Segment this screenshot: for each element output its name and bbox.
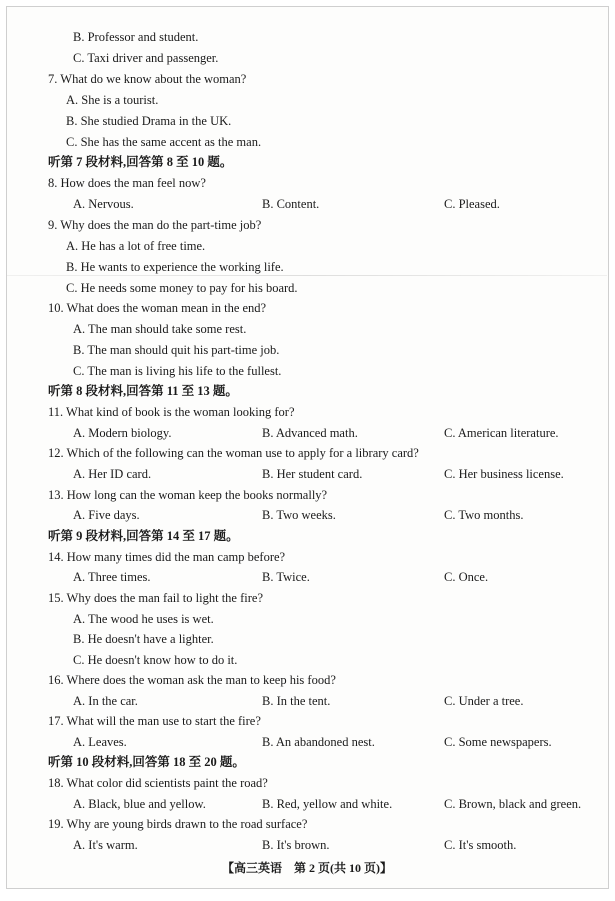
question-13: 13. How long can the woman keep the books normally?	[48, 488, 328, 502]
question-15: 15. Why does the man fail to light the fire?	[48, 591, 263, 605]
option-b: B. Two weeks.	[262, 508, 336, 522]
option-a: A. Leaves.	[73, 735, 127, 749]
option-row	[7, 425, 607, 441]
paper-crease	[7, 275, 607, 276]
exam-page	[6, 6, 609, 889]
option-line: C. The man is living his life to the fullest.	[73, 364, 282, 378]
question-17: 17. What will the man use to start the fire?	[48, 714, 261, 728]
option-b: B. Red, yellow and white.	[262, 797, 393, 811]
option-line: C. He needs some money to pay for his board.	[66, 281, 298, 295]
option-line: A. The wood he uses is wet.	[73, 612, 214, 626]
option-a: A. Her ID card.	[73, 467, 152, 481]
section-heading: 听第 9 段材料,回答第 14 至 17 题。	[48, 529, 239, 543]
option-a: A. Nervous.	[73, 197, 134, 211]
option-a: A. Modern biology.	[73, 426, 172, 440]
question-7: 7. What do we know about the woman?	[48, 72, 247, 86]
option-b: B. Content.	[262, 197, 320, 211]
option-a: A. Five days.	[73, 508, 140, 522]
option-b: B. Twice.	[262, 570, 310, 584]
section-heading: 听第 8 段材料,回答第 11 至 13 题。	[48, 384, 238, 398]
section-heading: 听第 10 段材料,回答第 18 至 20 题。	[48, 755, 245, 769]
option-line: A. She is a tourist.	[66, 93, 159, 107]
option-a: A. Black, blue and yellow.	[73, 797, 206, 811]
option-b: B. It's brown.	[262, 838, 330, 852]
question-10: 10. What does the woman mean in the end?	[48, 301, 267, 315]
option-a: A. Three times.	[73, 570, 151, 584]
option-a: A. It's warm.	[73, 838, 138, 852]
option-b: B. In the tent.	[262, 694, 331, 708]
question-8: 8. How does the man feel now?	[48, 176, 206, 190]
page-footer: 【高三英语 第 2 页(共 10 页)】	[222, 861, 392, 875]
option-line: B. Professor and student.	[73, 30, 199, 44]
option-a: A. In the car.	[73, 694, 138, 708]
option-row	[7, 466, 607, 482]
option-c: C. Some newspapers.	[444, 735, 552, 749]
option-line: B. The man should quit his part-time job.	[73, 343, 280, 357]
option-line: B. He wants to experience the working life.	[66, 260, 284, 274]
option-c: C. Brown, black and green.	[444, 797, 582, 811]
option-row	[7, 734, 607, 750]
option-line: B. He doesn't have a lighter.	[73, 632, 214, 646]
option-line: A. He has a lot of free time.	[66, 239, 206, 253]
option-row	[7, 837, 607, 853]
question-12: 12. Which of the following can the woman use to apply for a library card?	[48, 446, 419, 460]
question-9: 9. Why does the man do the part-time job?	[48, 218, 262, 232]
option-line: C. She has the same accent as the man.	[66, 135, 262, 149]
option-b: B. An abandoned nest.	[262, 735, 375, 749]
option-row	[7, 196, 607, 212]
option-line: A. The man should take some rest.	[73, 322, 247, 336]
option-c: C. Two months.	[444, 508, 524, 522]
option-row	[7, 507, 607, 523]
option-line: B. She studied Drama in the UK.	[66, 114, 232, 128]
section-heading: 听第 7 段材料,回答第 8 至 10 题。	[48, 155, 233, 169]
question-14: 14. How many times did the man camp before?	[48, 550, 286, 564]
option-c: C. Her business license.	[444, 467, 564, 481]
option-line: C. Taxi driver and passenger.	[73, 51, 219, 65]
question-16: 16. Where does the woman ask the man to keep his food?	[48, 673, 336, 687]
question-18: 18. What color did scientists paint the road?	[48, 776, 268, 790]
option-row	[7, 796, 607, 812]
question-11: 11. What kind of book is the woman looking for?	[48, 405, 295, 419]
option-c: C. It's smooth.	[444, 838, 517, 852]
option-line: C. He doesn't know how to do it.	[73, 653, 238, 667]
option-row	[7, 693, 607, 709]
option-c: C. American literature.	[444, 426, 559, 440]
option-c: C. Once.	[444, 570, 489, 584]
option-b: B. Advanced math.	[262, 426, 358, 440]
option-row	[7, 569, 607, 585]
question-19: 19. Why are young birds drawn to the road surface?	[48, 817, 308, 831]
option-c: C. Under a tree.	[444, 694, 524, 708]
option-c: C. Pleased.	[444, 197, 500, 211]
option-b: B. Her student card.	[262, 467, 363, 481]
